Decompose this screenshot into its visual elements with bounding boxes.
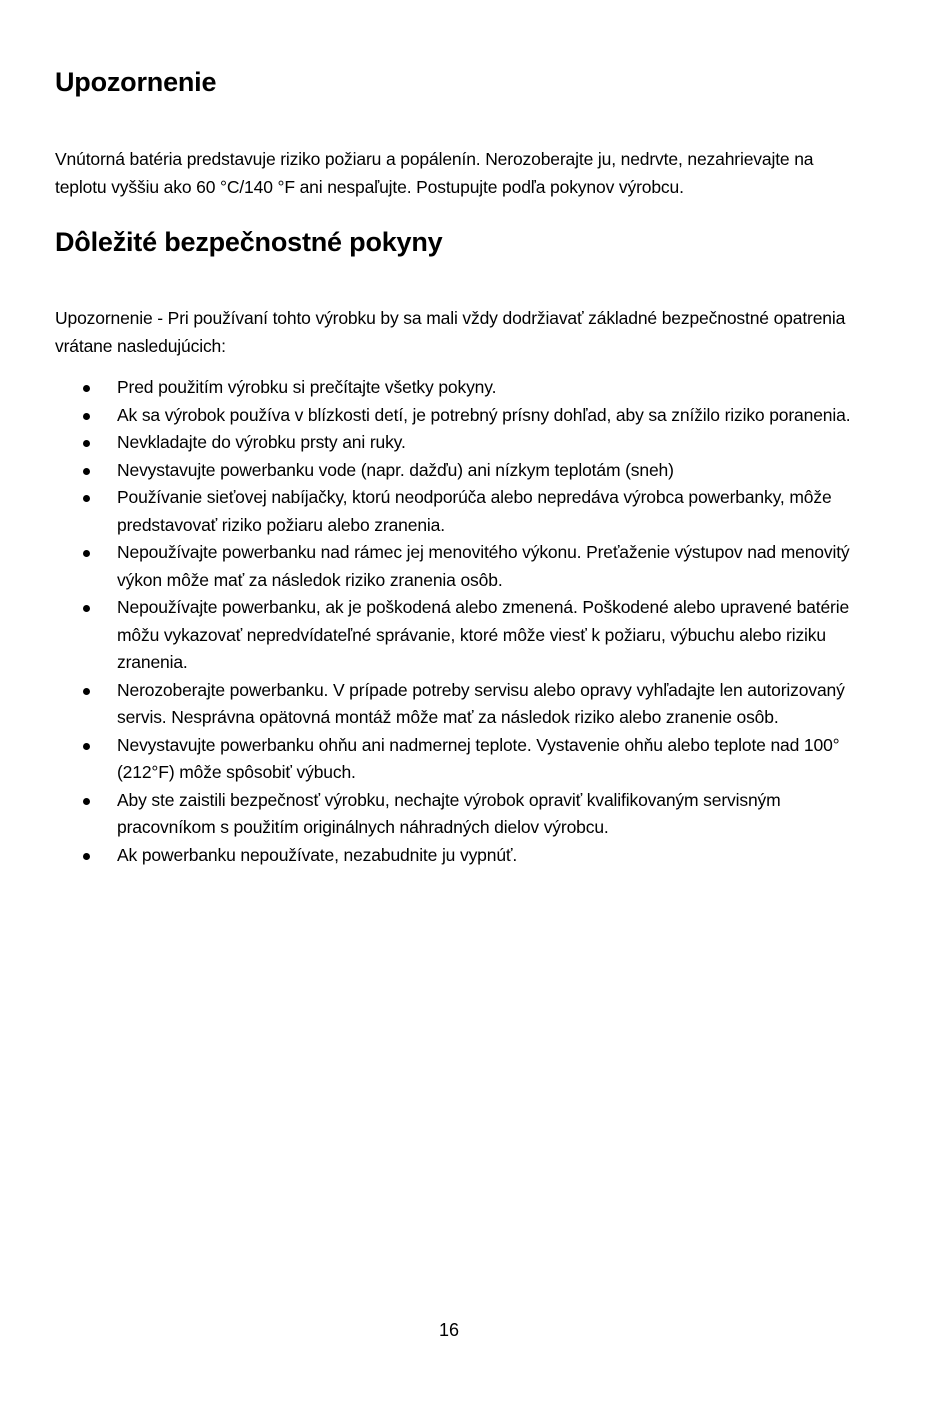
list-item-text: Ak sa výrobok používa v blízkosti detí, je potrebný prísny dohľad, aby sa znížilo riziko poranenia. — [117, 404, 851, 425]
bullet-icon — [83, 550, 90, 557]
bullet-icon — [83, 605, 90, 612]
bullet-icon — [83, 385, 90, 392]
bullet-icon — [83, 440, 90, 447]
list-item-text: Pred použitím výrobku si prečítajte všetky pokyny. — [117, 377, 497, 397]
list-item-text: Používanie sieťovej nabíjačky, ktorú neodporúča alebo nepredáva výrobca powerbanky, môže predstavovať riziko požiaru alebo zranenia. — [117, 487, 832, 535]
safety-intro-paragraph: Upozornenie - Pri používaní tohto výrobku by sa mali vždy dodržiavať základné bezpečnostné opatrenia vrátane nasledujúcich: — [55, 308, 846, 356]
list-item-text: Nevkladajte do výrobku prsty ani ruky. — [117, 432, 406, 452]
warning-heading: Upozornenie — [55, 67, 217, 97]
list-item-text: Nepoužívajte powerbanku, ak je poškodená alebo zmenená. Poškodené alebo upravené batérie môžu vykazovať nepredvídateľné správanie, ktoré môže viesť k požiaru, výbuchu alebo riziku zranenia. — [117, 597, 850, 672]
bullet-icon — [83, 468, 90, 475]
list-item-text: Nepoužívajte powerbanku nad rámec jej menovitého výkonu. Preťaženie výstupov nad menovitý výkon môže mať za následok riziko zranenia osôb. — [117, 542, 850, 590]
bullet-icon — [83, 413, 90, 420]
list-item — [55, 677, 855, 732]
list-item-text: Nevystavujte powerbanku ohňu ani nadmernej teplote. Vystavenie ohňu alebo teplote nad 100° (212°F) môže spôsobiť výbuch. — [117, 734, 840, 782]
warning-paragraph: Vnútorná batéria predstavuje riziko požiaru a popálenín. Nerozoberajte ju, nedrvte, nezahrievajte na teplotu vyššiu ako 60 °C/140 °F ani nespaľujte. Postupujte podľa pokynov výrobcu. — [55, 149, 814, 197]
bullet-icon — [83, 688, 90, 695]
list-item-text: Ak powerbanku nepoužívate, nezabudnite ju vypnúť. — [117, 844, 518, 865]
list-item — [55, 484, 855, 539]
list-item — [55, 429, 855, 457]
page-number: 16 — [438, 1320, 460, 1340]
list-item-text: Nerozoberajte powerbanku. V prípade potreby servisu alebo opravy vyhľadajte len autorizovaný servis. Nesprávna opätovná montáž môže mať za následok riziko alebo zranenie osôb. — [117, 679, 845, 727]
bullet-icon — [83, 743, 90, 750]
bullet-icon — [83, 495, 90, 502]
list-item — [55, 539, 855, 594]
list-item — [55, 457, 855, 485]
bullet-icon — [83, 798, 90, 805]
list-item — [55, 402, 855, 430]
list-item-text: Aby ste zaistili bezpečnosť výrobku, nechajte výrobok opraviť kvalifikovaným servisným pracovníkom s použitím originálnych náhradných dielov výrobcu. — [117, 789, 781, 837]
list-item — [55, 787, 855, 842]
list-item-text: Nevystavujte powerbanku vode (napr. dažďu) ani nízkym teplotám (sneh) — [117, 459, 674, 480]
page-content — [55, 64, 855, 869]
list-item — [55, 374, 855, 402]
safety-heading: Dôležité bezpečnostné pokyny — [55, 227, 443, 257]
list-item — [55, 594, 855, 677]
list-item — [55, 842, 855, 870]
list-item — [55, 732, 855, 787]
bullet-icon — [83, 853, 90, 860]
safety-instructions-list — [55, 374, 855, 869]
